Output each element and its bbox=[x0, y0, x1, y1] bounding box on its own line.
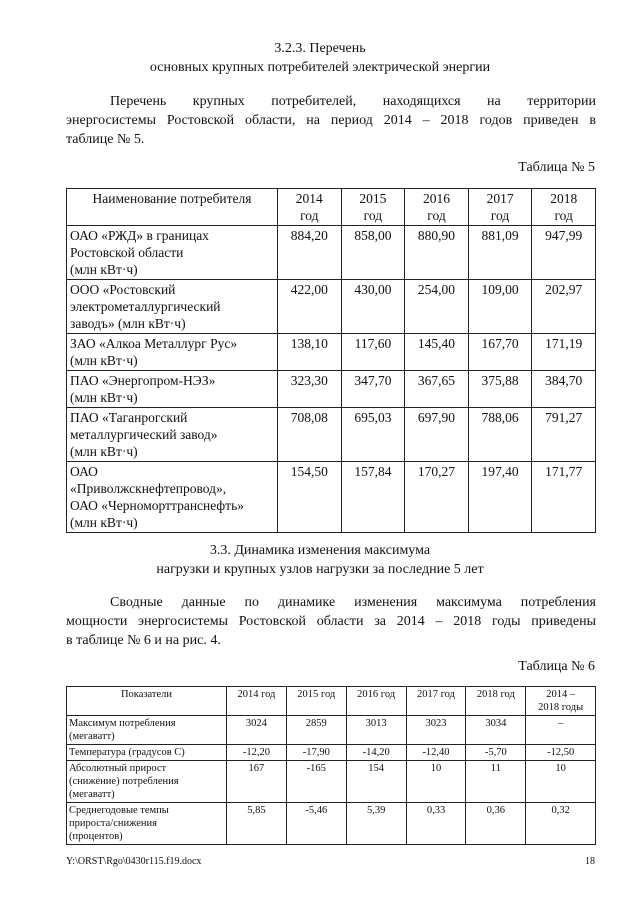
table-row bbox=[67, 716, 596, 745]
section-3-3-title bbox=[0, 541, 640, 579]
value-cell: 10 bbox=[406, 761, 466, 803]
indicator-name-cell bbox=[67, 745, 227, 761]
header-year bbox=[532, 189, 596, 226]
value-cell: 695,03 bbox=[341, 408, 405, 462]
cell-text-line: заводъ» (млн кВт·ч) bbox=[70, 316, 186, 331]
header-year bbox=[341, 189, 405, 226]
value-cell: -5,46 bbox=[286, 803, 346, 845]
footer-file-path: Y:\ORST\Rgo\0430r115.f19.docx bbox=[66, 856, 202, 867]
paragraph-line: таблице № 5. bbox=[66, 132, 145, 147]
cell-text-line: «Приволжскнефтепровод», bbox=[70, 481, 227, 496]
value-cell: -12,40 bbox=[406, 745, 466, 761]
header-year-text: год bbox=[427, 208, 446, 223]
value-cell: 254,00 bbox=[405, 280, 469, 334]
value-cell: 167 bbox=[227, 761, 287, 803]
value-cell: 788,06 bbox=[468, 408, 532, 462]
value-cell: 323,30 bbox=[278, 371, 342, 408]
table-row bbox=[67, 334, 596, 371]
value-cell: 791,27 bbox=[532, 408, 596, 462]
cell-text-line: 2014 – bbox=[546, 689, 576, 700]
indicator-name-cell bbox=[67, 716, 227, 745]
consumer-name-cell bbox=[67, 408, 278, 462]
value-cell: 171,19 bbox=[532, 334, 596, 371]
header-year-text: 2017 bbox=[486, 191, 514, 206]
consumer-name-cell bbox=[67, 462, 278, 533]
header-year-text: 2015 bbox=[359, 191, 387, 206]
value-cell: 5,85 bbox=[227, 803, 287, 845]
value-cell: 884,20 bbox=[278, 226, 342, 280]
table-5-label: Таблица № 5 bbox=[518, 160, 595, 175]
page-number: 18 bbox=[585, 856, 595, 867]
cell-text-line: ОАО bbox=[70, 464, 98, 479]
value-cell: 138,10 bbox=[278, 334, 342, 371]
value-cell: -12,50 bbox=[526, 745, 596, 761]
cell-text-line: (мегаватт) bbox=[69, 731, 115, 742]
value-cell: 708,08 bbox=[278, 408, 342, 462]
cell-text-line: металлургический завод» bbox=[70, 427, 218, 442]
table-row bbox=[67, 462, 596, 533]
table-row bbox=[67, 408, 596, 462]
value-cell: -12,20 bbox=[227, 745, 287, 761]
value-cell: 880,90 bbox=[405, 226, 469, 280]
header-year: 2016 год bbox=[346, 687, 406, 716]
value-cell: 109,00 bbox=[468, 280, 532, 334]
cell-text-line: Ростовской области bbox=[70, 245, 184, 260]
cell-text-line: ОАО «Черноморттранснефть» bbox=[70, 498, 244, 513]
cell-text-line: ООО «Ростовский bbox=[70, 282, 176, 297]
table-header-row bbox=[67, 687, 596, 716]
paragraph-line: мощности энергосистемы Ростовской области за 2014 – 2018 годы приведены bbox=[66, 614, 596, 629]
consumer-name-cell bbox=[67, 371, 278, 408]
value-cell: 10 bbox=[526, 761, 596, 803]
header-year-text: год bbox=[554, 208, 573, 223]
paragraph-line: энергосистемы Ростовской области, на период 2014 – 2018 годов приведен в bbox=[66, 113, 596, 128]
value-cell: 881,09 bbox=[468, 226, 532, 280]
value-cell: 171,77 bbox=[532, 462, 596, 533]
cell-text-line: прироста/снижения bbox=[69, 818, 157, 829]
value-cell: -165 bbox=[286, 761, 346, 803]
header-year: 2018 год bbox=[466, 687, 526, 716]
cell-text-line: Абсолютный прирост bbox=[69, 763, 167, 774]
value-cell: 422,00 bbox=[278, 280, 342, 334]
intro-paragraph bbox=[66, 92, 596, 149]
header-indicator: Показатели bbox=[67, 687, 227, 716]
value-cell: 375,88 bbox=[468, 371, 532, 408]
cell-text-line: ПАО «Таганрогский bbox=[70, 410, 188, 425]
cell-text-line: Максимум потребления bbox=[69, 718, 176, 729]
value-cell: 384,70 bbox=[532, 371, 596, 408]
header-year-text: 2016 bbox=[422, 191, 450, 206]
cell-text-line: электрометаллургический bbox=[70, 299, 221, 314]
header-year bbox=[405, 189, 469, 226]
value-cell: -14,20 bbox=[346, 745, 406, 761]
value-cell: 858,00 bbox=[341, 226, 405, 280]
value-cell: 347,70 bbox=[341, 371, 405, 408]
section-title-line: 3.2.3. Перечень bbox=[274, 41, 366, 56]
value-cell: 3023 bbox=[406, 716, 466, 745]
value-cell: 0,33 bbox=[406, 803, 466, 845]
value-cell: -17,90 bbox=[286, 745, 346, 761]
header-year-text: год bbox=[490, 208, 510, 223]
cell-text-line: ЗАО «Алкоа Металлург Рус» bbox=[70, 336, 238, 351]
paragraph-line: Сводные данные по динамике изменения максимума потребления bbox=[110, 595, 596, 610]
value-cell: 697,90 bbox=[405, 408, 469, 462]
value-cell: -5,70 bbox=[466, 745, 526, 761]
section-3-2-3-title bbox=[0, 39, 640, 77]
dynamics-paragraph bbox=[66, 593, 596, 650]
header-year: 2015 год bbox=[286, 687, 346, 716]
value-cell: 2859 bbox=[286, 716, 346, 745]
value-cell: 167,70 bbox=[468, 334, 532, 371]
value-cell: 5,39 bbox=[346, 803, 406, 845]
indicator-name-cell bbox=[67, 761, 227, 803]
value-cell: 202,97 bbox=[532, 280, 596, 334]
value-cell: 157,84 bbox=[341, 462, 405, 533]
cell-text-line: (млн кВт·ч) bbox=[70, 262, 138, 277]
value-cell: – bbox=[526, 716, 596, 745]
header-year-text: год bbox=[300, 208, 319, 223]
cell-text-line: Среднегодовые темпы bbox=[69, 805, 169, 816]
consumer-name-cell bbox=[67, 280, 278, 334]
value-cell: 154 bbox=[346, 761, 406, 803]
value-cell: 947,99 bbox=[532, 226, 596, 280]
header-year bbox=[468, 189, 532, 226]
header-consumer-name: Наименование потребителя bbox=[67, 189, 278, 226]
value-cell: 154,50 bbox=[278, 462, 342, 533]
indicator-name-cell bbox=[67, 803, 227, 845]
cell-text-line: 2018 годы bbox=[538, 702, 584, 713]
table-row bbox=[67, 371, 596, 408]
section-title-line: нагрузки и крупных узлов нагрузки за последние 5 лет bbox=[156, 562, 484, 577]
cell-text-line: (процентов) bbox=[69, 831, 123, 842]
header-year-text: 2014 bbox=[295, 191, 323, 206]
header-year: 2014 год bbox=[227, 687, 287, 716]
value-cell: 3024 bbox=[227, 716, 287, 745]
table-6-label: Таблица № 6 bbox=[518, 659, 595, 674]
value-cell: 145,40 bbox=[405, 334, 469, 371]
table-header-row bbox=[67, 189, 596, 226]
cell-text-line: (млн кВт·ч) bbox=[70, 515, 138, 530]
cell-text-line: ОАО «РЖД» в границах bbox=[70, 228, 209, 243]
value-cell: 170,27 bbox=[405, 462, 469, 533]
value-cell: 3034 bbox=[466, 716, 526, 745]
consumer-name-cell bbox=[67, 334, 278, 371]
table-row bbox=[67, 761, 596, 803]
cell-text-line: Температура (градусов С) bbox=[69, 747, 185, 758]
header-year bbox=[526, 687, 596, 716]
value-cell: 197,40 bbox=[468, 462, 532, 533]
value-cell: 117,60 bbox=[341, 334, 405, 371]
paragraph-line: Перечень крупных потребителей, находящихся на территории bbox=[110, 94, 596, 109]
section-title-line: 3.3. Динамика изменения максимума bbox=[209, 543, 431, 558]
header-year: 2017 год bbox=[406, 687, 466, 716]
consumer-name-cell bbox=[67, 226, 278, 280]
paragraph-line: в таблице № 6 и на рис. 4. bbox=[66, 633, 221, 648]
cell-text-line: (млн кВт·ч) bbox=[70, 353, 138, 368]
value-cell: 367,65 bbox=[405, 371, 469, 408]
cell-text-line: (снижение) потребления bbox=[69, 776, 179, 787]
load-dynamics-table bbox=[66, 686, 596, 845]
value-cell: 3013 bbox=[346, 716, 406, 745]
cell-text-line: (млн кВт·ч) bbox=[70, 444, 138, 459]
header-year-text: 2018 bbox=[550, 191, 578, 206]
table-row bbox=[67, 226, 596, 280]
cell-text-line: (млн кВт·ч) bbox=[70, 390, 138, 405]
table-row bbox=[67, 745, 596, 761]
value-cell: 430,00 bbox=[341, 280, 405, 334]
value-cell: 0,32 bbox=[526, 803, 596, 845]
value-cell: 11 bbox=[466, 761, 526, 803]
value-cell: 0,36 bbox=[466, 803, 526, 845]
cell-text-line: (мегаватт) bbox=[69, 789, 115, 800]
consumers-table bbox=[66, 188, 596, 533]
section-title-line: основных крупных потребителей электрической энергии bbox=[149, 60, 491, 75]
cell-text-line: ПАО «Энергопром-НЭЗ» bbox=[70, 373, 216, 388]
table-row bbox=[67, 803, 596, 845]
header-year-text: год bbox=[363, 208, 383, 223]
header-year bbox=[278, 189, 342, 226]
table-row bbox=[67, 280, 596, 334]
